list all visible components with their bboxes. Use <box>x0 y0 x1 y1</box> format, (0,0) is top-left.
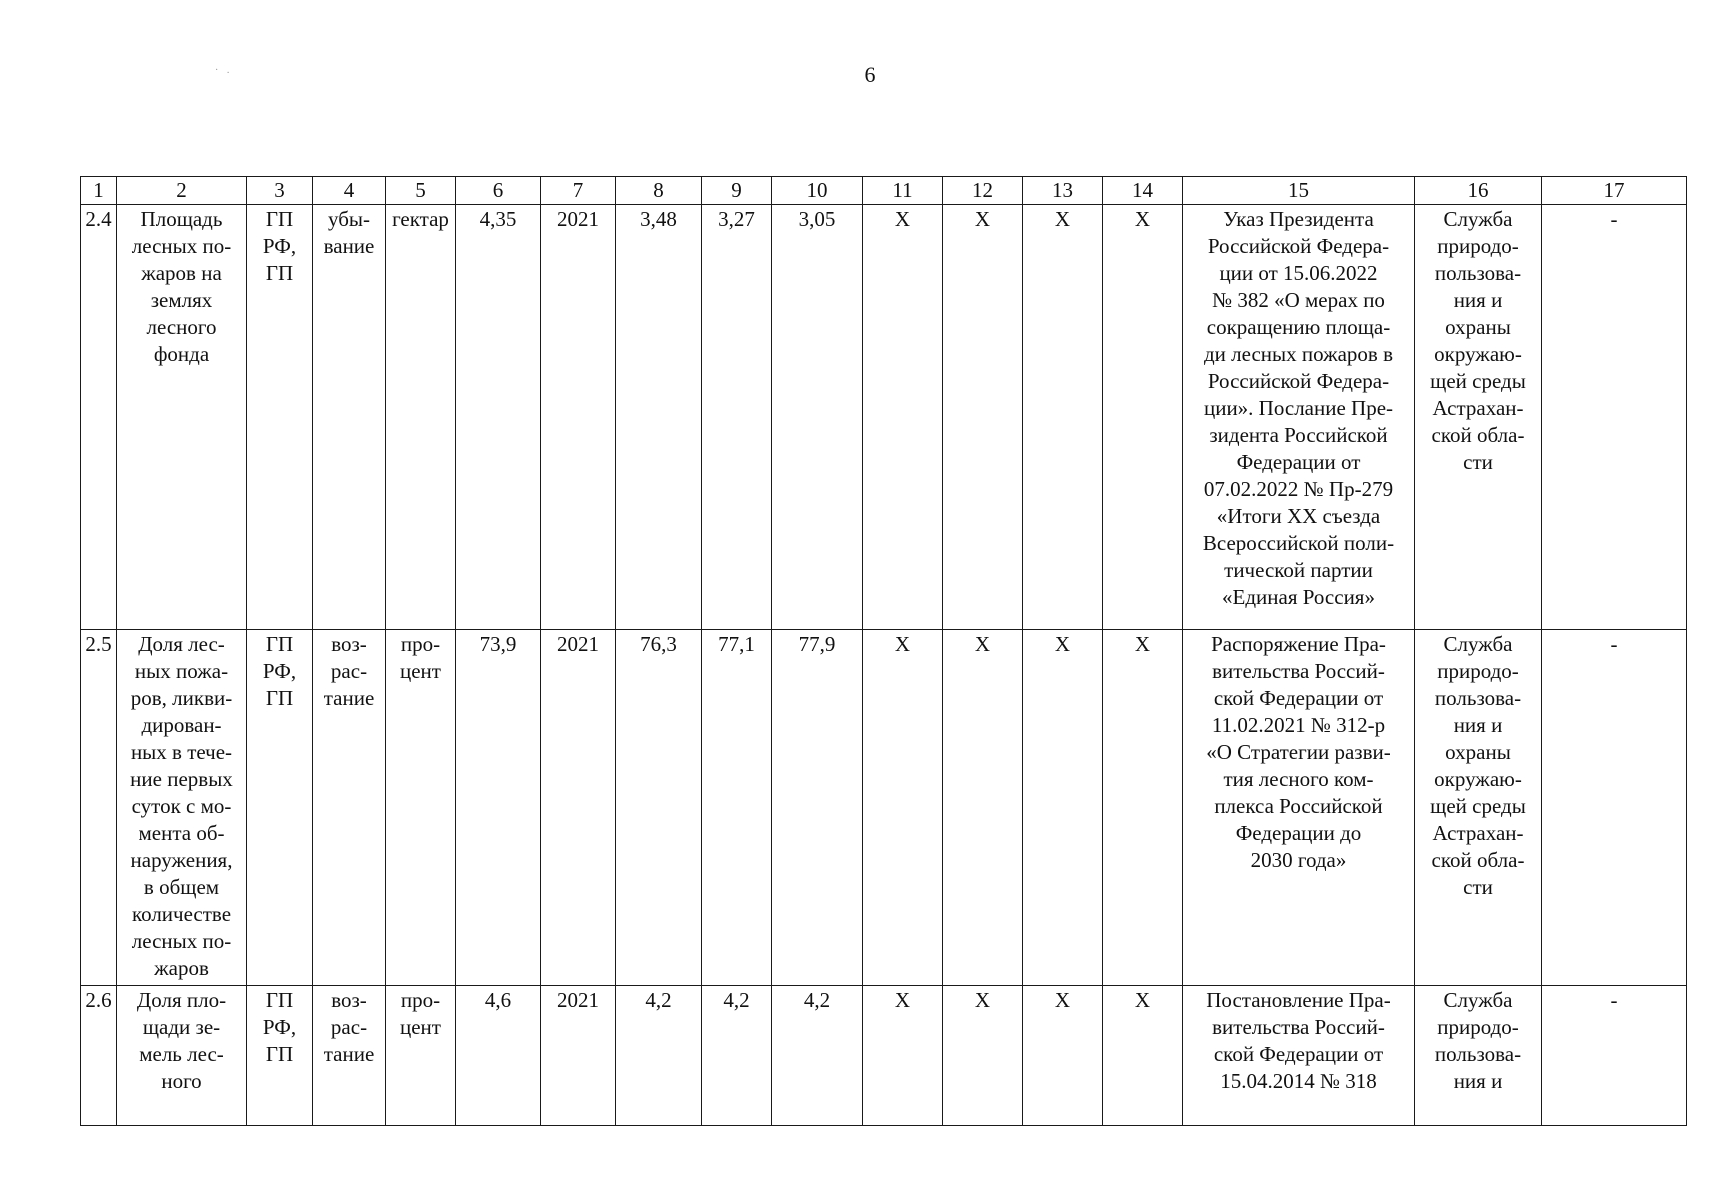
header-col-2: 2 <box>117 177 247 205</box>
scan-marks: · . <box>215 65 233 76</box>
row-number: 2.5 <box>81 630 117 986</box>
program-cell: ГП РФ, ГП <box>247 986 313 1126</box>
header-col-7: 7 <box>541 177 616 205</box>
value-col-17: - <box>1542 630 1687 986</box>
header-col-9: 9 <box>702 177 772 205</box>
row-number: 2.4 <box>81 205 117 630</box>
page-number: 6 <box>864 62 876 87</box>
value-col-11: Х <box>863 630 943 986</box>
value-col-8: 4,2 <box>616 986 702 1126</box>
value-col-14: Х <box>1103 205 1183 630</box>
value-col-14: Х <box>1103 630 1183 986</box>
value-col-10: 3,05 <box>772 205 863 630</box>
header-col-17: 17 <box>1542 177 1687 205</box>
value-col-12: Х <box>943 205 1023 630</box>
value-col-11: Х <box>863 205 943 630</box>
header-col-12: 12 <box>943 177 1023 205</box>
value-col-9: 77,1 <box>702 630 772 986</box>
base-year-cell: 2021 <box>541 986 616 1126</box>
trend-cell: убы- вание <box>313 205 386 630</box>
responsible-cell: Служба природо- пользова- ния и <box>1415 986 1542 1126</box>
row-number: 2.6 <box>81 986 117 1126</box>
value-col-13: Х <box>1023 630 1103 986</box>
header-col-4: 4 <box>313 177 386 205</box>
table-row <box>81 986 1687 1126</box>
header-col-15: 15 <box>1183 177 1415 205</box>
table-row <box>81 205 1687 630</box>
document-cell: Распоряжение Пра- вительства Россий- ской Федерации от 11.02.2021 № 312-р «О Стратегии разви- тия лесного ком- плекса Российской Федерации до 2030 года» <box>1183 630 1415 986</box>
responsible-cell: Служба природо- пользова- ния и охраны окружаю- щей среды Астрахан- ской обла- сти <box>1415 630 1542 986</box>
value-col-9: 4,2 <box>702 986 772 1126</box>
responsible-cell: Служба природо- пользова- ния и охраны окружаю- щей среды Астрахан- ской обла- сти <box>1415 205 1542 630</box>
header-col-5: 5 <box>386 177 456 205</box>
value-col-12: Х <box>943 986 1023 1126</box>
table-row <box>81 630 1687 986</box>
value-col-13: Х <box>1023 205 1103 630</box>
header-col-6: 6 <box>456 177 541 205</box>
base-value-cell: 4,35 <box>456 205 541 630</box>
header-col-1: 1 <box>81 177 117 205</box>
value-col-12: Х <box>943 630 1023 986</box>
value-col-17: - <box>1542 986 1687 1126</box>
trend-cell: воз- рас- тание <box>313 986 386 1126</box>
indicator-name: Доля пло- щади зе- мель лес- ного <box>117 986 247 1126</box>
trend-cell: воз- рас- тание <box>313 630 386 986</box>
header-col-14: 14 <box>1103 177 1183 205</box>
value-col-8: 3,48 <box>616 205 702 630</box>
value-col-14: Х <box>1103 986 1183 1126</box>
value-col-13: Х <box>1023 986 1103 1126</box>
unit-cell: про- цент <box>386 986 456 1126</box>
value-col-8: 76,3 <box>616 630 702 986</box>
base-value-cell: 4,6 <box>456 986 541 1126</box>
document-cell: Постановление Пра- вительства Россий- ской Федерации от 15.04.2014 № 318 <box>1183 986 1415 1126</box>
program-cell: ГП РФ, ГП <box>247 205 313 630</box>
base-year-cell: 2021 <box>541 630 616 986</box>
header-col-13: 13 <box>1023 177 1103 205</box>
header-col-10: 10 <box>772 177 863 205</box>
unit-cell: про- цент <box>386 630 456 986</box>
indicators-table <box>80 176 1687 1126</box>
value-col-9: 3,27 <box>702 205 772 630</box>
program-cell: ГП РФ, ГП <box>247 630 313 986</box>
value-col-17: - <box>1542 205 1687 630</box>
value-col-10: 4,2 <box>772 986 863 1126</box>
header-col-11: 11 <box>863 177 943 205</box>
header-col-16: 16 <box>1415 177 1542 205</box>
indicator-name: Площадь лесных по- жаров на землях лесного фонда <box>117 205 247 630</box>
value-col-11: Х <box>863 986 943 1126</box>
value-col-10: 77,9 <box>772 630 863 986</box>
unit-cell: гектар <box>386 205 456 630</box>
base-year-cell: 2021 <box>541 205 616 630</box>
document-cell: Указ Президента Российской Федера- ции от 15.06.2022 № 382 «О мерах по сокращению площа- ди лесных пожаров в Российской Федера- ции». Послание Пре- зидента Российской Федерации от 07.02.2022 № Пр-279 «Итоги ХХ съезда Всероссийской поли- тической партии «Единая Россия» <box>1183 205 1415 630</box>
indicator-name: Доля лес- ных пожа- ров, ликви- дирован- ных в тече- ние первых суток с мо- мента об- наружения, в общем количестве лесных по- жаров <box>117 630 247 986</box>
base-value-cell: 73,9 <box>456 630 541 986</box>
header-col-3: 3 <box>247 177 313 205</box>
header-col-8: 8 <box>616 177 702 205</box>
header-row <box>81 177 1687 205</box>
